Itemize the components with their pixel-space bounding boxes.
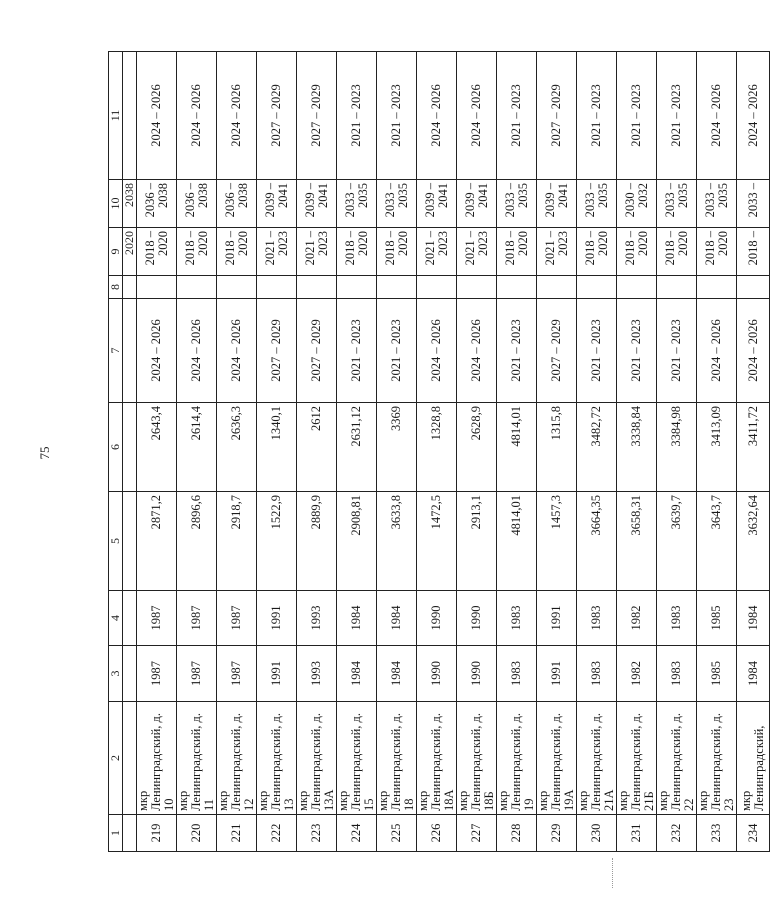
cell-c11: 2021 – 2023 (337, 52, 377, 180)
cell-c8 (217, 276, 257, 299)
cell-c5: 4814,01 (497, 492, 537, 591)
cell-c11: 2024 – 2026 (217, 52, 257, 180)
cell-c4: 1991 (257, 591, 297, 646)
cell-c1: 233 (697, 815, 737, 852)
cell-c7: 2024 – 2026 (177, 299, 217, 403)
cell-c8 (337, 276, 377, 299)
cell-c6: 3384,98 (657, 403, 697, 492)
cell-c8 (137, 276, 177, 299)
cell-c10: 2036 – 2038 (177, 180, 217, 228)
cell-c2: мкр Ленинградский, д. 13А (297, 702, 337, 815)
cell-c4: 1983 (497, 591, 537, 646)
cell-c6: 1340,1 (257, 403, 297, 492)
cell-c9: 2018 – 2020 (337, 228, 377, 276)
cell-c8 (177, 276, 217, 299)
cell-c4: 1990 (457, 591, 497, 646)
cell-c3: 1987 (177, 646, 217, 702)
cell-c1: 222 (257, 815, 297, 852)
cell-c9: 2018 – 2020 (377, 228, 417, 276)
cell-c8 (657, 276, 697, 299)
cell-c10: 2030 – 2032 (617, 180, 657, 228)
cell-c10: 2033 – 2035 (497, 180, 537, 228)
table-row (177, 52, 217, 852)
column-header: 9 (109, 228, 123, 276)
cell-c1: 223 (297, 815, 337, 852)
cell-c10: 2036 – 2038 (137, 180, 177, 228)
continuation-cell (123, 403, 137, 492)
cell-c2: мкр Ленинградский, д. 10 (137, 702, 177, 815)
cell-c10: 2036 – 2038 (217, 180, 257, 228)
cell-c9: 2018 – 2020 (497, 228, 537, 276)
cell-c2: мкр Ленинградский, д. 18Б (457, 702, 497, 815)
cell-c6: 1328,8 (417, 403, 457, 492)
cell-c6: 2636,3 (217, 403, 257, 492)
table-row (417, 52, 457, 852)
table-row (137, 52, 177, 852)
cell-c6: 2628,9 (457, 403, 497, 492)
continuation-cell (123, 276, 137, 299)
cell-c10: 2039 – 2041 (537, 180, 577, 228)
cell-c1: 226 (417, 815, 457, 852)
table-row (297, 52, 337, 852)
cell-c9: 2018 – 2020 (657, 228, 697, 276)
cell-c10: 2033 – 2035 (377, 180, 417, 228)
column-header: 5 (109, 492, 123, 591)
column-header: 11 (109, 52, 123, 180)
cell-c2: мкр Ленинградский, д. 18 (377, 702, 417, 815)
cell-c7: 2024 – 2026 (217, 299, 257, 403)
column-header: 8 (109, 276, 123, 299)
cell-c11: 2021 – 2023 (657, 52, 697, 180)
continuation-cell (123, 591, 137, 646)
cell-c9: 2018 – 2020 (697, 228, 737, 276)
table-row (697, 52, 737, 852)
cell-c1: 220 (177, 815, 217, 852)
cell-c3: 1983 (497, 646, 537, 702)
cell-c3: 1993 (297, 646, 337, 702)
cell-c3: 1990 (457, 646, 497, 702)
table-row (377, 52, 417, 852)
cell-c1: 225 (377, 815, 417, 852)
cell-c6: 3369 (377, 403, 417, 492)
cell-c1: 231 (617, 815, 657, 852)
cell-c10: 2033 – 2035 (657, 180, 697, 228)
cell-c5: 3643,7 (697, 492, 737, 591)
cell-c7: 2021 – 2023 (657, 299, 697, 403)
cell-c3: 1984 (337, 646, 377, 702)
cell-c6: 3413,09 (697, 403, 737, 492)
cell-c11: 2021 – 2023 (617, 52, 657, 180)
cell-c8 (737, 276, 770, 299)
cell-c3: 1983 (657, 646, 697, 702)
table-row (737, 52, 770, 852)
cell-c11: 2024 – 2026 (137, 52, 177, 180)
cell-c7: 2021 – 2023 (377, 299, 417, 403)
cell-c7: 2024 – 2026 (737, 299, 770, 403)
cell-c3: 1984 (737, 646, 770, 702)
cell-c9: 2021 – 2023 (297, 228, 337, 276)
cell-c9: 2021 – 2023 (257, 228, 297, 276)
table-row (577, 52, 617, 852)
housing-register-table (108, 51, 770, 852)
cell-c11: 2024 – 2026 (737, 52, 770, 180)
cell-c8 (697, 276, 737, 299)
cell-c9: 2018 – 2020 (177, 228, 217, 276)
cell-c1: 227 (457, 815, 497, 852)
cell-c7: 2024 – 2026 (457, 299, 497, 403)
cell-c8 (497, 276, 537, 299)
cell-c11: 2024 – 2026 (697, 52, 737, 180)
cell-c4: 1985 (697, 591, 737, 646)
cell-c4: 1990 (417, 591, 457, 646)
page-number: 75 (37, 446, 52, 460)
cell-c11: 2024 – 2026 (417, 52, 457, 180)
cell-c1: 228 (497, 815, 537, 852)
cell-c5: 2896,6 (177, 492, 217, 591)
cell-c8 (537, 276, 577, 299)
cell-c2: мкр Ленинградский, д. 21Б (617, 702, 657, 815)
table-row (337, 52, 377, 852)
table-row (617, 52, 657, 852)
cell-c8 (257, 276, 297, 299)
rotated-table-wrapper (108, 52, 766, 852)
cell-c9: 2018 – (737, 228, 770, 276)
cell-c4: 1987 (177, 591, 217, 646)
cell-c6: 3338,84 (617, 403, 657, 492)
cell-c1: 230 (577, 815, 617, 852)
cell-c6: 3411,72 (737, 403, 770, 492)
cell-c4: 1987 (137, 591, 177, 646)
cell-c1: 232 (657, 815, 697, 852)
continuation-cell (123, 299, 137, 403)
cell-c5: 3639,7 (657, 492, 697, 591)
column-header: 2 (109, 702, 123, 815)
cell-c4: 1984 (737, 591, 770, 646)
cell-c7: 2024 – 2026 (697, 299, 737, 403)
cell-c8 (457, 276, 497, 299)
cell-c11: 2021 – 2023 (577, 52, 617, 180)
cell-c3: 1991 (257, 646, 297, 702)
cell-c11: 2021 – 2023 (377, 52, 417, 180)
cell-c5: 1472,5 (417, 492, 457, 591)
cell-c8 (577, 276, 617, 299)
cell-c7: 2021 – 2023 (577, 299, 617, 403)
cell-c5: 2913,1 (457, 492, 497, 591)
cell-c4: 1983 (577, 591, 617, 646)
cell-c1: 221 (217, 815, 257, 852)
cell-c4: 1984 (337, 591, 377, 646)
cell-c6: 2614,4 (177, 403, 217, 492)
column-header: 1 (109, 815, 123, 852)
cell-c10: 2033 – 2035 (697, 180, 737, 228)
cell-c2: мкр Ленинградский, д. 23 (697, 702, 737, 815)
cell-c5: 3633,8 (377, 492, 417, 591)
cell-c6: 2612 (297, 403, 337, 492)
cell-c2: мкр Ленинградский, д. 13 (257, 702, 297, 815)
cell-c1: 224 (337, 815, 377, 852)
continuation-cell (123, 646, 137, 702)
cell-c1: 229 (537, 815, 577, 852)
cell-c10: 2039 – 2041 (297, 180, 337, 228)
cell-c3: 1983 (577, 646, 617, 702)
cell-c11: 2024 – 2026 (177, 52, 217, 180)
cell-c9: 2021 – 2023 (457, 228, 497, 276)
cell-c7: 2027 – 2029 (297, 299, 337, 403)
cell-c5: 3658,31 (617, 492, 657, 591)
cell-c4: 1991 (537, 591, 577, 646)
cell-c8 (417, 276, 457, 299)
continuation-row (123, 52, 137, 852)
continuation-cell (123, 52, 137, 180)
cell-c8 (617, 276, 657, 299)
continuation-cell (123, 492, 137, 591)
column-header: 6 (109, 403, 123, 492)
cell-c5: 2871,2 (137, 492, 177, 591)
cell-c6: 4814,01 (497, 403, 537, 492)
column-header: 10 (109, 180, 123, 228)
cell-c2: мкр Ленинградский, д. 19 (497, 702, 537, 815)
cell-c2: мкр Ленинградский, д. 11 (177, 702, 217, 815)
column-header: 3 (109, 646, 123, 702)
cell-c11: 2024 – 2026 (457, 52, 497, 180)
continuation-cell-c9: 2020 (123, 228, 137, 276)
cell-c5: 1457,3 (537, 492, 577, 591)
cell-c11: 2021 – 2023 (497, 52, 537, 180)
continuation-cell (123, 815, 137, 852)
cell-c8 (377, 276, 417, 299)
cell-c5: 2918,7 (217, 492, 257, 591)
table-row (457, 52, 497, 852)
cell-c2: мкр Ленинградский, д. 21А (577, 702, 617, 815)
cell-c8 (297, 276, 337, 299)
cell-c10: 2039 – 2041 (257, 180, 297, 228)
cell-c5: 1522,9 (257, 492, 297, 591)
cell-c1: 219 (137, 815, 177, 852)
cell-c7: 2024 – 2026 (137, 299, 177, 403)
table-row (537, 52, 577, 852)
column-header: 4 (109, 591, 123, 646)
cell-c11: 2027 – 2029 (537, 52, 577, 180)
cell-c7: 2021 – 2023 (337, 299, 377, 403)
cell-c2: мкр Ленинградский, (737, 702, 770, 815)
cell-c5: 3632,64 (737, 492, 770, 591)
cell-c6: 3482,72 (577, 403, 617, 492)
cell-c10: 2033 – 2035 (577, 180, 617, 228)
cell-c3: 1987 (217, 646, 257, 702)
cell-c9: 2021 – 2023 (417, 228, 457, 276)
cell-c3: 1991 (537, 646, 577, 702)
table-row (497, 52, 537, 852)
cell-c10: 2033 – (737, 180, 770, 228)
cell-c3: 1987 (137, 646, 177, 702)
cell-c9: 2021 – 2023 (537, 228, 577, 276)
cell-c1: 234 (737, 815, 770, 852)
column-number-header-row (109, 52, 123, 852)
cell-c3: 1984 (377, 646, 417, 702)
cell-c3: 1990 (417, 646, 457, 702)
cell-c9: 2018 – 2020 (617, 228, 657, 276)
cell-c3: 1982 (617, 646, 657, 702)
cell-c2: мкр Ленинградский, д. 19А (537, 702, 577, 815)
cell-c4: 1987 (217, 591, 257, 646)
cell-c6: 2631,12 (337, 403, 377, 492)
table-row (257, 52, 297, 852)
cell-c10: 2039 – 2041 (417, 180, 457, 228)
continuation-cell (123, 702, 137, 815)
cell-c4: 1984 (377, 591, 417, 646)
column-header: 7 (109, 299, 123, 403)
cell-c6: 1315,8 (537, 403, 577, 492)
scan-margin-mark (612, 858, 619, 888)
cell-c2: мкр Ленинградский, д. 15 (337, 702, 377, 815)
cell-c7: 2027 – 2029 (257, 299, 297, 403)
cell-c4: 1982 (617, 591, 657, 646)
cell-c7: 2021 – 2023 (617, 299, 657, 403)
table-row (217, 52, 257, 852)
cell-c2: мкр Ленинградский, д. 12 (217, 702, 257, 815)
cell-c9: 2018 – 2020 (217, 228, 257, 276)
cell-c7: 2027 – 2029 (537, 299, 577, 403)
cell-c6: 2643,4 (137, 403, 177, 492)
cell-c4: 1993 (297, 591, 337, 646)
cell-c7: 2021 – 2023 (497, 299, 537, 403)
cell-c5: 3664,35 (577, 492, 617, 591)
cell-c11: 2027 – 2029 (297, 52, 337, 180)
table-row (657, 52, 697, 852)
cell-c10: 2033 – 2035 (337, 180, 377, 228)
cell-c11: 2027 – 2029 (257, 52, 297, 180)
cell-c9: 2018 – 2020 (577, 228, 617, 276)
cell-c10: 2039 – 2041 (457, 180, 497, 228)
cell-c2: мкр Ленинградский, д. 18А (417, 702, 457, 815)
cell-c9: 2018 – 2020 (137, 228, 177, 276)
cell-c5: 2908,81 (337, 492, 377, 591)
cell-c5: 2889,9 (297, 492, 337, 591)
continuation-cell-c10: 2038 (123, 180, 137, 228)
cell-c2: мкр Ленинградский, д. 22 (657, 702, 697, 815)
cell-c4: 1983 (657, 591, 697, 646)
cell-c7: 2024 – 2026 (417, 299, 457, 403)
cell-c3: 1985 (697, 646, 737, 702)
